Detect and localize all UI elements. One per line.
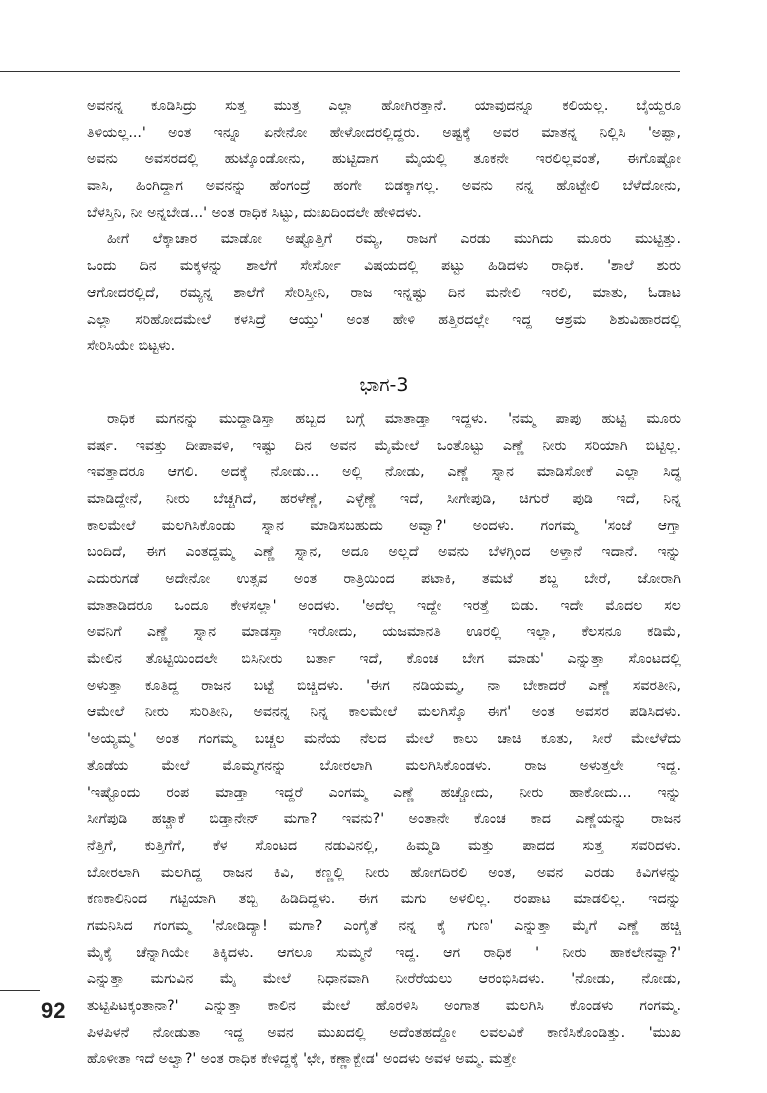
text-line: ಅಳುತ್ತಾ ಕೂತಿದ್ದ ರಾಜನ ಬಟ್ಟೆ ಬಿಚ್ಚಿದಳು. 'ಈಗ ನಡಿಯಮ್ಮ, ನಾ ಬೇಕಾದರೆ ಎಣ್ಣೆ ಸವರತೀನಿ, bbox=[87, 677, 681, 694]
text-line: ವಾಸಿ, ಹಿಂಗಿದ್ದಾಗ ಅವನನ್ನು ಹೆಂಗಂದ್ರೆ ಹಂಗೇ ಬಿಡಕ್ಕಾಗಲ್ಲ. ಅವನು ನನ್ನ ಹೊಟ್ಟೇಲಿ ಬೆಳೆದೋನು, bbox=[87, 178, 681, 195]
text-line: ಎನ್ನುತ್ತಾ ಮಗುವಿನ ಮೈ ಮೇಲೆ ನಿಧಾನವಾಗಿ ನೀರೆರೆಯಲು ಆರಂಭಿಸಿದಳು. 'ನೋಡು, ನೋಡು, bbox=[87, 971, 681, 988]
text-line: ಎಲ್ಲಾ ಸರಿಹೋದಮೇಲೆ ಕಳಸಿದ್ರೆ ಆಯ್ತು' ಅಂತ ಹೇಳಿ ಹತ್ತಿರದಲ್ಲೇ ಇದ್ದ ಆಶ್ರಮ ಶಿಶುವಿಹಾರದಲ್ಲಿ bbox=[87, 311, 681, 328]
text-line: ಪಿಳಪಿಳನೆ ನೋಡುತಾ ಇದ್ದ ಅವನ ಮುಖದಲ್ಲಿ ಅದೆಂತಹದ್ದೋ ಲವಲವಿಕೆ ಕಾಣಿಸಿಕೊಂಡಿತ್ತು. 'ಮುಖ bbox=[87, 1024, 681, 1041]
text-line: ಆಗೋದರಲ್ಲಿದೆ, ರಮ್ಯನ್ನ ಶಾಲೆಗೆ ಸೇರಿಸ್ತೀನಿ, ರಾಜ ಇನ್ನಷ್ಟು ದಿನ ಮನೇಲಿ ಇರಲಿ, ಮಾತು, ಓಡಾಟ bbox=[87, 284, 681, 301]
text-line: ಅವನಿಗೆ ಎಣ್ಣೆ ಸ್ನಾನ ಮಾಡಸ್ತಾ ಇರೋದು, ಯಜಮಾನತಿ ಊರಲ್ಲಿ ಇಲ್ಲಾ, ಕೆಲಸನೂ ಕಡಿಮೆ, bbox=[87, 624, 681, 641]
paragraph-3 bbox=[87, 406, 681, 1073]
text-line: ಅವನನ್ನ ಕೂಡಿಸಿದ್ರು ಸುತ್ತ ಮುತ್ತ ಎಲ್ಲಾ ಹೋಗಿರತ್ತಾನೆ. ಯಾವುದನ್ನೂ ಕಲಿಯಲ್ಲ. ಬೈಯ್ದರೂ bbox=[87, 98, 681, 114]
text-line: ಇವತ್ತಾದರೂ ಆಗಲಿ. ಅದಕ್ಕೆ ನೋಡು... ಅಲ್ಲಿ ನೋಡು, ಎಣ್ಣೆ ಸ್ನಾನ ಮಾಡಿಸೋಕೆ ಎಲ್ಲಾ ಸಿದ್ಧ bbox=[87, 464, 681, 481]
text-line: ಮೈಕೈ ಚೆನ್ನಾಗಿಯೇ ತಿಕ್ಕಿದಳು. ಆಗಲೂ ಸುಮ್ಮನೆ ಇದ್ದ. ಆಗ ರಾಧಿಕ ' ನೀರು ಹಾಕಲೇನವ್ವಾ?' bbox=[87, 944, 681, 961]
text-line: ಮಾಡಿದ್ದೇನೆ, ನೀರು ಬೆಚ್ಚಗಿದೆ, ಹರಳೆಣ್ಣೆ, ಎಳ್ಳೆಣ್ಣೆ ಇದೆ, ಸೀಗೇಪುಡಿ, ಚಿಗುರೆ ಪುಡಿ ಇದೆ, ನಿನ್ನ bbox=[87, 490, 681, 507]
text-line: ಹೊಳೀತಾ ಇದೆ ಅಲ್ವಾ?' ಅಂತ ರಾಧಿಕ ಕೇಳಿದ್ದಕ್ಕೆ 'ಛೇ, ಕಣ್ಣಾಕ್ಬೇಡ' ಅಂದಳು ಅವಳ ಅಮ್ಮ. ಮತ್ತೇ bbox=[87, 1051, 517, 1068]
text-line: ಕಣಕಾಲಿನಿಂದ ಗಟ್ಟಿಯಾಗಿ ತಬ್ಬಿ ಹಿಡಿದಿದ್ದಳು. ಈಗ ಮಗು ಅಳಲಿಲ್ಲ. ರಂಪಾಟ ಮಾಡಲಿಲ್ಲ. ಇದನ್ನು bbox=[87, 891, 681, 908]
text-line: 'ಅಯ್ಯಮ್ಮ' ಅಂತ ಗಂಗಮ್ಮ ಬಚ್ಚಲ ಮನೆಯ ನೆಲದ ಮೇಲೆ ಕಾಲು ಚಾಚಿ ಕೂತು, ಸೀರೆ ಮೇಲೆಳೆದು bbox=[87, 731, 681, 748]
text-line: ನೆತ್ತಿಗೆ, ಕುತ್ತಿಗೆಗೆ, ಕೆಳ ಸೊಂಟದ ನಡುವಿನಲ್ಲಿ, ಹಿಮ್ಮಡಿ ಮತ್ತು ಪಾದದ ಸುತ್ತ ಸವರಿದಳು. bbox=[87, 837, 681, 854]
paragraph-1 bbox=[87, 93, 681, 226]
text-line: ಬೋರಲಾಗಿ ಮಲಗಿದ್ದ ರಾಜನ ಕಿವಿ, ಕಣ್ಣಲ್ಲಿ ನೀರು ಹೋಗದಿರಲಿ ಅಂತ, ಅವನ ಎರಡು ಕಿವಿಗಳನ್ನು bbox=[87, 864, 681, 881]
text-line: ಮಾತಾಡಿದರೂ ಒಂದೂ ಕೇಳಸಲ್ಲಾ' ಅಂದಳು. 'ಅದೆಲ್ಲ ಇದ್ದೇ ಇರತ್ತೆ ಬಿಡು. ಇದೇ ಮೊದಲ ಸಲ bbox=[87, 597, 681, 614]
text-line: ಗಮನಿಸಿದ ಗಂಗಮ್ಮ 'ನೋಡಿದ್ಯಾ! ಮಗಾ? ಎಂಗೈತೆ ನನ್ನ ಕೈ ಗುಣ' ಎನ್ನುತ್ತಾ ಮೈಗೆ ಎಣ್ಣೆ ಹಚ್ಚಿ bbox=[87, 917, 681, 934]
text-line: ತೊಡೆಯ ಮೇಲೆ ಮೊಮ್ಮಗನನ್ನು ಬೋರಲಾಗಿ ಮಲಗಿಸಿಕೊಂಡಳು. ರಾಜ ಅಳುತ್ತಲೇ ಇದ್ದ. bbox=[87, 757, 681, 774]
text-line: ಆಮೇಲೆ ನೀರು ಸುರಿತೀನಿ, ಅವನನ್ನ ನಿನ್ನ ಕಾಲಮೇಲೆ ಮಲಗಿಸ್ಕೊ ಈಗ' ಅಂತ ಅವಸರ ಪಡಿಸಿದಳು. bbox=[87, 704, 681, 721]
page-number: 92 bbox=[41, 998, 66, 1023]
text-line: ಬೆಳಸ್ತಿನಿ, ನೀ ಅನ್ನಬೇಡ...' ಅಂತ ರಾಧಿಕ ಸಿಟ್ಟು, ದುಃಖದಿಂದಲೇ ಹೇಳಿದಳು. bbox=[87, 204, 422, 221]
text-line: ತುಟ್ಟಿಪಿಟಕ್ಕಂತಾನಾ?' ಎನ್ನುತ್ತಾ ಕಾಲಿನ ಮೇಲೆ ಹೊರಳಿಸಿ ಅಂಗಾತ ಮಲಗಿಸಿ ಕೊಂಡಳು ಗಂಗಮ್ಮ. bbox=[87, 998, 681, 1014]
bottom-rule bbox=[0, 990, 40, 991]
text-line: ತಿಳಿಯಲ್ಲ...' ಅಂತ ಇನ್ನೂ ಏನೇನೋ ಹೇಳೋದರಲ್ಲಿದ್ದರು. ಅಷ್ಟಕ್ಕೆ ಅವರ ಮಾತನ್ನ ನಿಲ್ಲಿಸಿ 'ಅಪ್ಪಾ, bbox=[87, 124, 681, 141]
text-line: ರಾಧಿಕ ಮಗನನ್ನು ಮುದ್ದಾಡಿಸ್ತಾ ಹಬ್ಬದ ಬಗ್ಗೆ ಮಾತಾಡ್ತಾ ಇದ್ದಳು. 'ನಮ್ಮ ಪಾಪು ಹುಟ್ಟಿ ಮೂರು bbox=[107, 410, 681, 427]
section-heading: ಭಾಗ-3 bbox=[359, 373, 409, 396]
text-line: ಸೇರಿಸಿಯೇ ಬಿಟ್ಟಳು. bbox=[87, 338, 176, 355]
text-line: ವರ್ಷ. ಇವತ್ತು ದೀಪಾವಳಿ, ಇಷ್ಟು ದಿನ ಅವನ ಮೈಮೇಲೆ ಒಂತೊಟ್ಟು ಎಣ್ಣೆ ನೀರು ಸರಿಯಾಗಿ ಬಿಟ್ಟಿಲ್ಲ. bbox=[87, 437, 681, 454]
text-line: ಬಂದಿದೆ, ಈಗ ಎಂತದ್ದಮ್ಮ ಎಣ್ಣೆ ಸ್ನಾನ, ಅದೂ ಅಲ್ಲದೆ ಅವನು ಬೆಳಗ್ಗಿಂದ ಅಳ್ತಾನೆ ಇದಾನೆ. ಇನ್ನು bbox=[87, 544, 681, 561]
text-line: ಮೇಲಿನ ತೊಟ್ಟಿಯಿಂದಲೇ ಬಿಸಿನೀರು ಬರ್ತಾ ಇದೆ, ಕೊಂಚ ಬೇಗ ಮಾಡು' ಎನ್ನುತ್ತಾ ಸೊಂಟದಲ್ಲಿ bbox=[87, 651, 681, 668]
text-line: ಹೀಗೆ ಲೆಕ್ಕಾಚಾರ ಮಾಡೋ ಅಷ್ಟೊತ್ತಿಗೆ ರಮ್ಯ, ರಾಜಗೆ ಎರಡು ಮುಗಿದು ಮೂರು ಮುಟ್ಟಿತ್ತು. bbox=[107, 231, 681, 248]
text-line: ಸೀಗೆಪುಡಿ ಹಚ್ಚಾಕೆ ಬಿಡ್ತಾನೇನ್ ಮಗಾ? ಇವನು?' ಅಂತಾನೇ ಕೊಂಚ ಕಾದ ಎಣ್ಣೆಯನ್ನು ರಾಜನ bbox=[87, 811, 681, 828]
text-line: ಎದುರುಗಡೆ ಅದೇನೋ ಉತ್ಸವ ಅಂತ ರಾತ್ರಿಯಿಂದ ಪಟಾಕಿ, ತಮಟೆ ಶಬ್ದ ಬೇರೆ, ಜೋರಾಗಿ bbox=[87, 571, 681, 587]
text-line: ಒಂದು ದಿನ ಮಕ್ಕಳನ್ನು ಶಾಲೆಗೆ ಸೇರ್ಸೋ ವಿಷಯದಲ್ಲಿ ಪಟ್ಟು ಹಿಡಿದಳು ರಾಧಿಕ. 'ಶಾಲೆ ಶುರು bbox=[87, 258, 681, 275]
text-line: ಅವನು ಅವಸರದಲ್ಲಿ ಹುಟ್ಕೊಂಡೋನು, ಹುಟ್ಟಿದಾಗ ಮೈಯಲ್ಲಿ ತೂಕನೇ ಇರಲಿಲ್ಲವಂತೆ, ಈಗೊಷ್ಟೋ bbox=[87, 151, 681, 168]
text-line: 'ಇಷ್ಟೊಂದು ರಂಪ ಮಾಡ್ತಾ ಇದ್ದರೆ ಎಂಗಮ್ಮ ಎಣ್ಣೆ ಹಚ್ಚೋದು, ನೀರು ಹಾಕೋದು... ಇನ್ನು bbox=[87, 784, 681, 801]
paragraph-2 bbox=[87, 226, 681, 359]
body-text bbox=[87, 93, 681, 1073]
top-rule bbox=[0, 71, 680, 72]
text-line: ಕಾಲಮೇಲೆ ಮಲಗಿಸಿಕೊಂಡು ಸ್ನಾನ ಮಾಡಿಸಬಹುದು ಅವ್ವಾ?' ಅಂದಳು. ಗಂಗಮ್ಮ 'ಸಂಜೆ ಆಗ್ತಾ bbox=[87, 517, 681, 534]
